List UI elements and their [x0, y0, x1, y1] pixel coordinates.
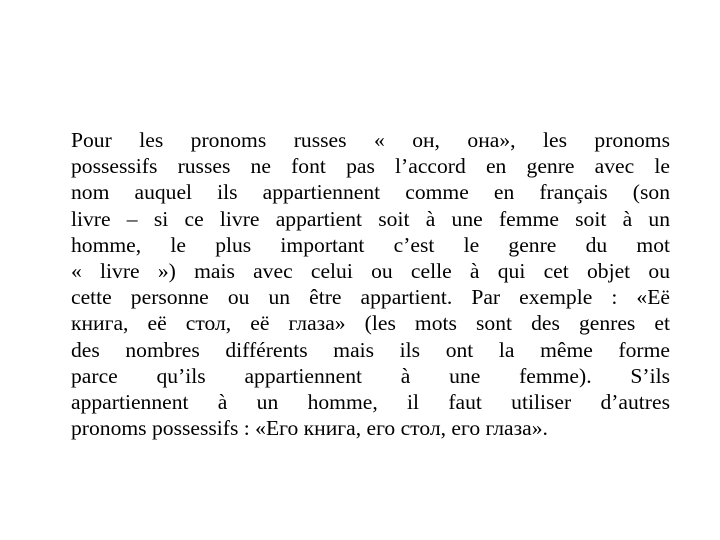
text-line: « livre ») mais avec celui ou celle à qui cet objet ou [71, 258, 670, 283]
text-line: livre – si ce livre appartient soit à une femme soit à un [71, 206, 670, 231]
text-line: cette personne ou un être appartient. Par exemple : «Её [71, 285, 670, 310]
text-line: nom auquel ils appartiennent comme en français (son [71, 180, 670, 205]
text-line: parce qu’ils appartiennent à une femme). S’ils [71, 363, 670, 388]
text-line: appartiennent à un homme, il faut utiliser d’autres [71, 389, 670, 414]
text-line: Pour les pronoms russes « он, она», les pronoms [71, 128, 670, 152]
text-line: possessifs russes ne font pas l’accord en genre avec le [71, 154, 670, 179]
text-line-last: pronoms possessifs : «Его книга, его стол, его глаза». [71, 416, 548, 441]
text-line: книга, её стол, её глаза» (les mots sont des genres et [71, 311, 670, 336]
body-paragraph [71, 127, 670, 441]
text-line: homme, le plus important c’est le genre du mot [71, 232, 670, 257]
text-line: des nombres différents mais ils ont la même forme [71, 337, 670, 362]
